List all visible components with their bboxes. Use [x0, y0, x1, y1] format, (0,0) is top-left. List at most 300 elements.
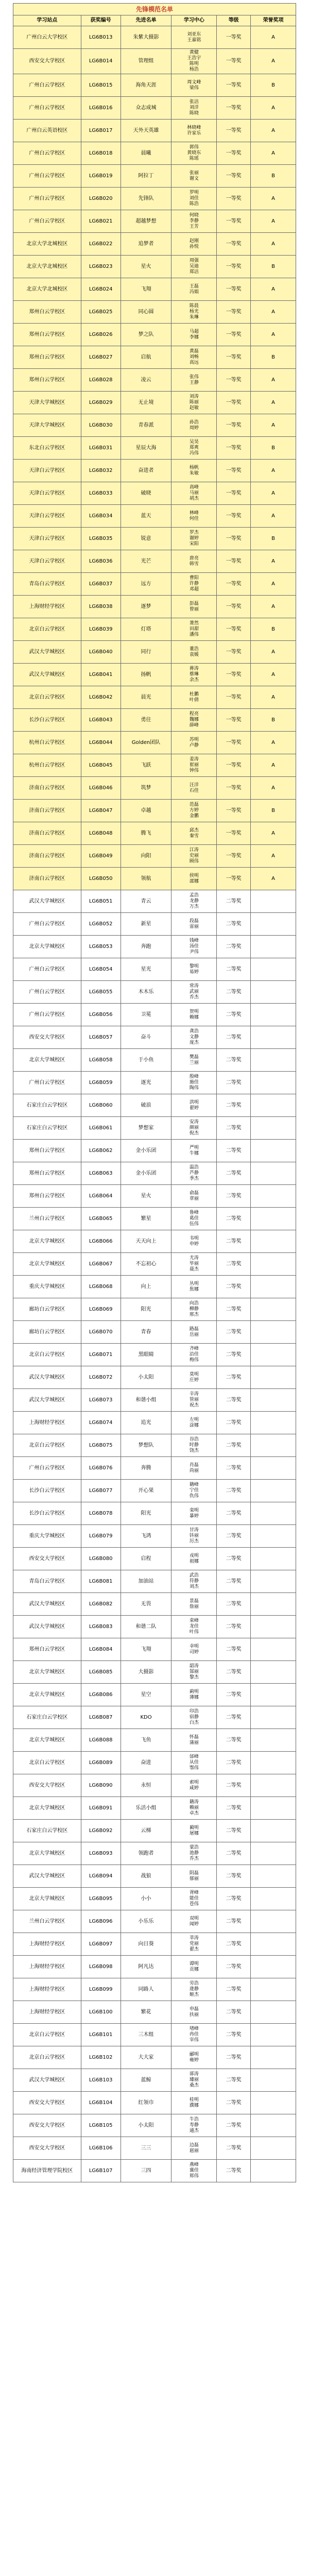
member-name: 李静 [189, 218, 199, 224]
table-row [13, 664, 296, 686]
cell-site: 上海财经学校区 [13, 1412, 81, 1434]
cell-award [251, 890, 296, 913]
cell-name: 奋进 [121, 1752, 171, 1774]
member-name: 景磊 [189, 1598, 199, 1604]
cell-members [171, 1321, 217, 1344]
cell-code: LG6B051 [81, 890, 121, 913]
cell-site: 海南经济管理学院校区 [13, 2160, 81, 2182]
member-name: 池静 [189, 1851, 199, 1856]
cell-award: A [251, 49, 296, 74]
member-name: 翟杰 [189, 1947, 199, 1952]
cell-site: 广州白云英语校区 [13, 120, 81, 142]
table-row [13, 1276, 296, 1298]
member-name: 申婷 [189, 1241, 199, 1247]
cell-award [251, 1321, 296, 1344]
member-name: 咸婷 [189, 1785, 199, 1791]
cell-level: 二等奖 [217, 1298, 251, 1321]
member-name: 陈丽 [189, 400, 199, 405]
cell-members [171, 49, 217, 74]
cell-members [171, 1049, 217, 1072]
cell-name: 启程 [121, 1548, 171, 1570]
member-name: 刘亚东 [187, 31, 201, 37]
member-name: 尤涛 [189, 1256, 199, 1261]
member-name: 甘涛 [189, 1528, 199, 1533]
cell-code: LG6B072 [81, 1366, 121, 1389]
member-name: 倪杰 [189, 1131, 199, 1136]
cell-award [251, 1480, 296, 1502]
cell-name: 和谐二队 [121, 1616, 171, 1638]
cell-code: LG6B022 [81, 233, 121, 256]
table-row [13, 754, 296, 777]
cell-level: 一等奖 [217, 868, 251, 890]
cell-site: 西安交大学校区 [13, 2092, 81, 2114]
table-row [13, 1502, 296, 1525]
member-name: 韩雪 [189, 561, 199, 567]
cell-members [171, 1072, 217, 1094]
cell-members [171, 2092, 217, 2114]
member-name: 孟浩 [189, 893, 199, 898]
cell-award [251, 1298, 296, 1321]
cell-award: B [251, 437, 296, 460]
cell-members [171, 1344, 217, 1366]
cell-name: 腾飞 [121, 822, 171, 845]
member-name: 王嘉铭 [187, 37, 201, 43]
cell-level: 二等奖 [217, 1117, 251, 1140]
cell-members [171, 324, 217, 346]
member-name: 武浩 [189, 1573, 199, 1578]
cell-award: A [251, 369, 296, 392]
cell-name: 领航 [121, 868, 171, 890]
cell-award: A [251, 392, 296, 414]
table-row [13, 1366, 296, 1389]
cell-members [171, 936, 217, 958]
cell-level: 二等奖 [217, 1344, 251, 1366]
member-name: 王磊 [189, 283, 199, 289]
cell-site: 郑州白云学校区 [13, 1185, 81, 1208]
member-name: 蒲丽 [189, 1740, 199, 1745]
cell-award: A [251, 188, 296, 210]
cell-award [251, 1729, 296, 1752]
cell-award: B [251, 800, 296, 822]
member-name: 叶伟 [189, 1630, 199, 1635]
cell-level: 二等奖 [217, 2046, 251, 2069]
cell-code: LG6B085 [81, 1661, 121, 1684]
cell-level: 一等奖 [217, 822, 251, 845]
table-row [13, 1593, 296, 1616]
member-name: 白杰 [189, 1720, 199, 1725]
table-row [13, 1185, 296, 1208]
member-name: 邓超 [189, 587, 199, 592]
member-name: 侯明 [189, 873, 199, 878]
table-row [13, 550, 296, 573]
cell-award: A [251, 550, 296, 573]
cell-level: 二等奖 [217, 1616, 251, 1638]
cell-code: LG6B106 [81, 2137, 121, 2160]
cell-code: LG6B082 [81, 1593, 121, 1616]
member-name: 张洁 [189, 99, 199, 105]
cell-site: 北京大学城校区 [13, 936, 81, 958]
table-row [13, 1344, 296, 1366]
table-row [13, 709, 296, 732]
cell-site: 天津大学城校区 [13, 392, 81, 414]
cell-members [171, 1570, 217, 1593]
cell-site: 西安交大学校区 [13, 1548, 81, 1570]
member-name: 翟婷 [189, 1105, 199, 1111]
cell-code: LG6B018 [81, 142, 121, 165]
member-name: 燕峰 [189, 2162, 199, 2167]
cell-site: 广州白云学校区 [13, 1004, 81, 1026]
table-row [13, 1434, 296, 1457]
cell-name: 和谐小组 [121, 1389, 171, 1412]
table-row [13, 97, 296, 120]
cell-level: 二等奖 [217, 2001, 251, 2024]
cell-code: LG6B067 [81, 1253, 121, 1276]
cell-award [251, 1842, 296, 1865]
cell-level: 二等奖 [217, 1276, 251, 1298]
member-name: 田甜 [189, 626, 199, 632]
cell-code: LG6B060 [81, 1094, 121, 1117]
cell-site: 北京白云学校区 [13, 686, 81, 709]
table-row [13, 1797, 296, 1820]
cell-site: 郑州白云学校区 [13, 1140, 81, 1162]
table-row [13, 981, 296, 1004]
cell-level: 二等奖 [217, 958, 251, 981]
table-row [13, 890, 296, 913]
cell-award: A [251, 26, 296, 49]
cell-site: 武汉大学城校区 [13, 664, 81, 686]
cell-site: 广州白云学校区 [13, 913, 81, 936]
cell-members [171, 1548, 217, 1570]
cell-members [171, 256, 217, 278]
cell-level: 一等奖 [217, 664, 251, 686]
cell-name: 追梦者 [121, 233, 171, 256]
cell-name: 木木乐 [121, 981, 171, 1004]
cell-award [251, 1253, 296, 1276]
member-name: 聂杰 [189, 1267, 199, 1272]
cell-name: 青春 [121, 1321, 171, 1344]
member-name: 易婷 [189, 969, 199, 975]
table-row [13, 26, 296, 49]
member-name: 王浩宇 [187, 56, 201, 61]
cell-level: 二等奖 [217, 1026, 251, 1049]
cell-code: LG6B069 [81, 1298, 121, 1321]
cell-site: 北京白云学校区 [13, 2046, 81, 2069]
cell-code: LG6B095 [81, 1888, 121, 1910]
cell-members [171, 301, 217, 324]
table-row [13, 482, 296, 505]
cell-members [171, 120, 217, 142]
member-name: 莘涛 [189, 1936, 199, 1941]
member-name: 邱杰 [189, 827, 199, 833]
member-name: 孙浩 [189, 419, 199, 425]
header-award: 荣誉奖项 [251, 15, 296, 26]
cell-members [171, 188, 217, 210]
cell-award [251, 1820, 296, 1842]
member-name: 梅伟 [189, 1358, 199, 1363]
member-name: 吴迪 [189, 264, 199, 269]
member-name: 向浩 [189, 1301, 199, 1306]
member-name: 闻婷 [189, 1921, 199, 1927]
cell-members [171, 1389, 217, 1412]
cell-site: 天津白云学校区 [13, 528, 81, 550]
member-name: 焦娜 [189, 1286, 199, 1292]
cell-code: LG6B097 [81, 1933, 121, 1956]
member-name: 蒋涛 [189, 666, 199, 671]
cell-code: LG6B105 [81, 2114, 121, 2137]
cell-name: 启航 [121, 346, 171, 369]
cell-award [251, 2046, 296, 2069]
member-name: 辛涛 [189, 1392, 199, 1397]
cell-code: LG6B094 [81, 1865, 121, 1888]
table-row [13, 460, 296, 482]
cell-members [171, 233, 217, 256]
cell-site: 济南白云学校区 [13, 777, 81, 800]
cell-members [171, 1752, 217, 1774]
cell-name: 阿凡达 [121, 1956, 171, 1978]
table-row [13, 1978, 296, 2001]
cell-name: 管理组 [121, 49, 171, 74]
cell-award: A [251, 460, 296, 482]
cell-site: 上海财经学校区 [13, 2001, 81, 2024]
table-row [13, 1774, 296, 1797]
cell-site: 上海财经学校区 [13, 1978, 81, 2001]
cell-level: 一等奖 [217, 845, 251, 868]
cell-name: 锐意 [121, 528, 171, 550]
member-name: 伍伟 [189, 1222, 199, 1227]
member-name: 陈晨 [189, 303, 199, 309]
cell-members [171, 1412, 217, 1434]
cell-code: LG6B087 [81, 1706, 121, 1729]
table-row [13, 1865, 296, 1888]
cell-members [171, 1366, 217, 1389]
table-row [13, 1457, 296, 1480]
member-name: 殷峰 [189, 1074, 199, 1079]
cell-award: A [251, 686, 296, 709]
cell-members [171, 641, 217, 664]
cell-code: LG6B100 [81, 2001, 121, 2024]
cell-code: LG6B074 [81, 1412, 121, 1434]
cell-level: 二等奖 [217, 936, 251, 958]
cell-award: A [251, 482, 296, 505]
member-name: 郑爽 [189, 445, 199, 450]
member-name: 冯娟 [189, 289, 199, 295]
member-name: 郤涛 [189, 2072, 199, 2077]
cell-code: LG6B016 [81, 97, 121, 120]
member-name: 高远 [189, 360, 199, 365]
cell-level: 二等奖 [217, 1729, 251, 1752]
member-name: 左明 [189, 1417, 199, 1422]
cell-members [171, 1729, 217, 1752]
cell-name: 阳光 [121, 1298, 171, 1321]
cell-site: 天津白云学校区 [13, 482, 81, 505]
cell-name: 众志成城 [121, 97, 171, 120]
cell-members [171, 981, 217, 1004]
table-row [13, 528, 296, 550]
cell-name: 三三 [121, 2137, 171, 2160]
cell-level: 一等奖 [217, 414, 251, 437]
cell-level: 二等奖 [217, 1752, 251, 1774]
table-row [13, 1162, 296, 1185]
cell-award [251, 1366, 296, 1389]
cell-name: 奋进者 [121, 460, 171, 482]
cell-level: 二等奖 [217, 1230, 251, 1253]
cell-site: 郑州白云学校区 [13, 301, 81, 324]
cell-award: A [251, 754, 296, 777]
table-row [13, 1412, 296, 1434]
member-name: 陈瑶 [189, 156, 199, 161]
member-name: 芦静 [189, 1171, 199, 1176]
cell-code: LG6B088 [81, 1729, 121, 1752]
cell-members [171, 1457, 217, 1480]
member-name: 冀佳 [189, 2168, 199, 2173]
cell-level: 二等奖 [217, 1820, 251, 1842]
member-name: 赖丽 [189, 1805, 199, 1810]
cell-name: 奋斗 [121, 1026, 171, 1049]
cell-members [171, 26, 217, 49]
member-name: 曾丽 [189, 606, 199, 612]
cell-level: 二等奖 [217, 1706, 251, 1729]
cell-members [171, 1094, 217, 1117]
cell-members [171, 2114, 217, 2137]
member-name: 刘佳 [189, 196, 199, 201]
cell-code: LG6B025 [81, 301, 121, 324]
table-row [13, 868, 296, 890]
cell-members [171, 482, 217, 505]
cell-code: LG6B089 [81, 1752, 121, 1774]
member-name: 黄晓东 [187, 150, 201, 156]
member-name: 张丽 [189, 170, 199, 176]
cell-level: 二等奖 [217, 2137, 251, 2160]
cell-name: 凌云 [121, 369, 171, 392]
cell-name: 阳光 [121, 1502, 171, 1525]
header-row [13, 15, 296, 26]
cell-name: 光芒 [121, 550, 171, 573]
table-row [13, 2137, 296, 2160]
cell-members [171, 369, 217, 392]
cell-site: 北京大学北城校区 [13, 256, 81, 278]
cell-code: LG6B013 [81, 26, 121, 49]
cell-site: 武汉大学城校区 [13, 2069, 81, 2092]
cell-site: 北京大学城校区 [13, 1729, 81, 1752]
cell-level: 一等奖 [217, 74, 251, 97]
cell-level: 二等奖 [217, 1185, 251, 1208]
cell-level: 一等奖 [217, 550, 251, 573]
cell-level: 二等奖 [217, 1412, 251, 1434]
table-row [13, 958, 296, 981]
cell-name: 扬帆 [121, 664, 171, 686]
table-row [13, 74, 296, 97]
cell-code: LG6B015 [81, 74, 121, 97]
member-name: 许静 [189, 581, 199, 586]
cell-site: 天津白云学校区 [13, 505, 81, 528]
header-members: 学习中心 [171, 15, 217, 26]
member-name: 许家乐 [187, 130, 201, 136]
cell-level: 二等奖 [217, 1548, 251, 1570]
cell-site: 郑州白云学校区 [13, 369, 81, 392]
member-name: 宁佳 [189, 1488, 199, 1493]
cell-code: LG6B045 [81, 754, 121, 777]
member-name: 秦雪 [189, 833, 199, 839]
member-name: 周文峰 [187, 79, 201, 85]
table-row [13, 936, 296, 958]
member-name: 余杰 [189, 677, 199, 683]
table-row [13, 777, 296, 800]
member-name: 严明 [189, 1145, 199, 1150]
member-name: 常涛 [189, 984, 199, 989]
cell-site: 北京大学城校区 [13, 1661, 81, 1684]
member-name: 黄健 [189, 50, 199, 55]
member-name: 谢婷 [189, 536, 199, 541]
cell-site: 廊坊白云学校区 [13, 1298, 81, 1321]
member-name: 索明 [189, 1780, 199, 1785]
cell-members [171, 1978, 217, 2001]
member-name: 薄娜 [189, 1694, 199, 1700]
cell-award: B [251, 165, 296, 188]
cell-members [171, 1706, 217, 1729]
member-name: 段磊 [189, 918, 199, 924]
cell-site: 武汉大学城校区 [13, 1366, 81, 1389]
member-name: 劳浩 [189, 1981, 199, 1986]
cell-award: B [251, 346, 296, 369]
cell-code: LG6B038 [81, 596, 121, 618]
cell-level: 一等奖 [217, 369, 251, 392]
member-name: 党丽 [189, 1941, 199, 1946]
cell-award [251, 2160, 296, 2182]
member-name: 刘涛 [189, 394, 199, 399]
table-row [13, 573, 296, 596]
table-row [13, 1480, 296, 1502]
member-name: 莫明 [189, 1371, 199, 1377]
member-name: 鄂伟 [189, 1766, 199, 1771]
table-row [13, 1661, 296, 1684]
cell-site: 天津白云学校区 [13, 460, 81, 482]
table-row [13, 2160, 296, 2182]
member-name: 司婷 [189, 1649, 199, 1655]
cell-code: LG6B041 [81, 664, 121, 686]
member-name: 刘杰 [189, 1584, 199, 1589]
member-name: 齐峰 [189, 1346, 199, 1351]
cell-name: KDO [121, 1706, 171, 1729]
cell-level: 二等奖 [217, 1208, 251, 1230]
cell-award [251, 1344, 296, 1366]
cell-award [251, 2024, 296, 2046]
member-name: 龚浩 [189, 1029, 199, 1034]
member-name: 胥峰 [189, 1890, 199, 1895]
cell-site: 北京大学城校区 [13, 1842, 81, 1865]
cell-name: 云梯 [121, 1820, 171, 1842]
member-name: 从佳 [189, 1760, 199, 1765]
member-name: 谷浩 [189, 1437, 199, 1442]
member-name: 赵敏 [189, 405, 199, 411]
member-name: 管丽 [189, 1397, 199, 1402]
cell-level: 一等奖 [217, 800, 251, 822]
cell-award [251, 1616, 296, 1638]
member-name: 钟伟 [189, 768, 199, 773]
cell-level: 二等奖 [217, 1140, 251, 1162]
cell-name: 晨光 [121, 686, 171, 709]
member-name: 刘洋 [189, 105, 199, 110]
table-row [13, 1956, 296, 1978]
member-name: 怀磊 [189, 1734, 199, 1740]
member-name: 史丽 [189, 853, 199, 858]
member-name: 陈明 [189, 61, 199, 66]
table-row [13, 1910, 296, 1933]
table-row [13, 2092, 296, 2114]
cell-code: LG6B062 [81, 1140, 121, 1162]
cell-members [171, 1162, 217, 1185]
table-row [13, 1117, 296, 1140]
cell-level: 二等奖 [217, 1797, 251, 1820]
